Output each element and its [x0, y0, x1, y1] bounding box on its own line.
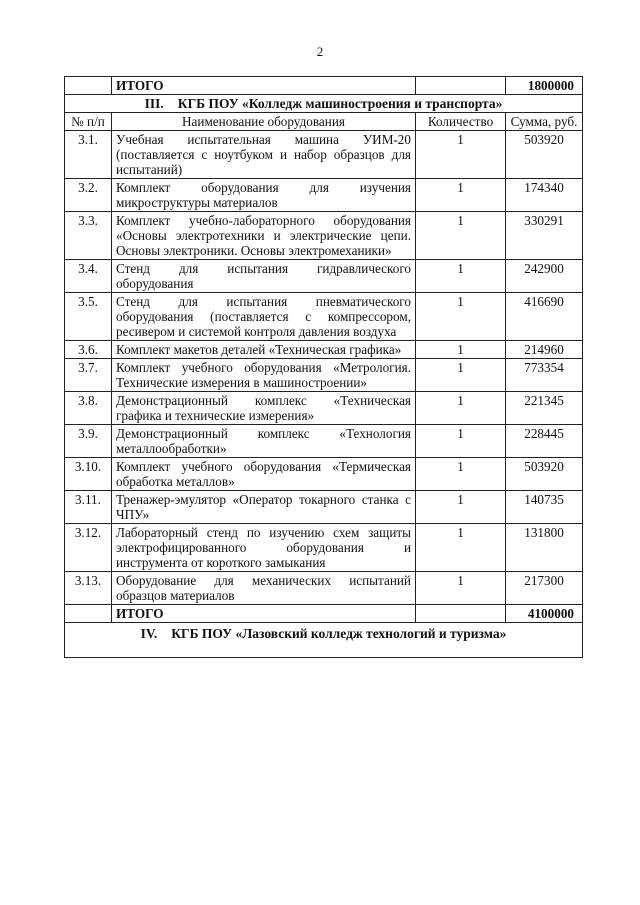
row-name: Демонстрационный комплекс «Технология металлообработки» — [112, 425, 416, 458]
table-row — [65, 425, 583, 458]
row-number: 3.8. — [65, 392, 112, 425]
header-num: № п/п — [65, 113, 112, 131]
table-row — [65, 341, 583, 359]
row-name: Оборудование для механических испытаний образцов материалов — [112, 572, 416, 605]
row-sum: 242900 — [506, 260, 583, 293]
row-number: 3.6. — [65, 341, 112, 359]
section-3-total-row — [65, 605, 583, 623]
section-4-heading — [65, 623, 583, 658]
row-name: Демонстрационный комплекс «Техническая графика и технические измерения» — [112, 392, 416, 425]
row-number: 3.7. — [65, 359, 112, 392]
section-number: IV. — [140, 626, 158, 641]
row-sum: 221345 — [506, 392, 583, 425]
row-sum: 140735 — [506, 491, 583, 524]
section-3-heading — [65, 95, 583, 113]
row-quantity: 1 — [416, 212, 506, 260]
table-row — [65, 359, 583, 392]
row-quantity: 1 — [416, 425, 506, 458]
table-row — [65, 572, 583, 605]
total-label: ИТОГО — [112, 605, 416, 623]
equipment-table — [64, 76, 583, 658]
row-number: 3.3. — [65, 212, 112, 260]
table-row — [65, 392, 583, 425]
row-quantity: 1 — [416, 341, 506, 359]
row-quantity: 1 — [416, 260, 506, 293]
row-sum: 503920 — [506, 131, 583, 179]
row-quantity: 1 — [416, 392, 506, 425]
row-number: 3.1. — [65, 131, 112, 179]
total-label: ИТОГО — [112, 77, 416, 95]
row-number: 3.2. — [65, 179, 112, 212]
row-quantity: 1 — [416, 179, 506, 212]
row-quantity: 1 — [416, 572, 506, 605]
row-name: Стенд для испытания гидравлического оборудования — [112, 260, 416, 293]
header-name: Наименование оборудования — [112, 113, 416, 131]
row-name: Комплект макетов деталей «Техническая графика» — [112, 341, 416, 359]
page-number: 2 — [316, 44, 324, 59]
row-quantity: 1 — [416, 458, 506, 491]
top-total-row — [65, 77, 583, 95]
table-header-row — [65, 113, 583, 131]
row-sum: 503920 — [506, 458, 583, 491]
row-sum: 174340 — [506, 179, 583, 212]
row-number: 3.9. — [65, 425, 112, 458]
row-name: Комплект учебного оборудования «Термическая обработка металлов» — [112, 458, 416, 491]
row-number: 3.4. — [65, 260, 112, 293]
table-row — [65, 260, 583, 293]
row-sum: 131800 — [506, 524, 583, 572]
section-title: КГБ ПОУ «Лазовский колледж технологий и туризма» — [171, 626, 507, 641]
row-number: 3.5. — [65, 293, 112, 341]
row-name: Стенд для испытания пневматического оборудования (поставляется с компрессором, ресивером и системой контроля давления воздуха — [112, 293, 416, 341]
table-row — [65, 293, 583, 341]
total-empty — [65, 605, 112, 623]
row-quantity: 1 — [416, 293, 506, 341]
row-name: Комплект оборудования для изучения микроструктуры материалов — [112, 179, 416, 212]
section-number: III. — [144, 96, 164, 111]
header-qty: Количество — [416, 113, 506, 131]
section-3-heading-row — [65, 95, 583, 113]
row-sum: 330291 — [506, 212, 583, 260]
row-name: Тренажер-эмулятор «Оператор токарного станка с ЧПУ» — [112, 491, 416, 524]
section-title: КГБ ПОУ «Колледж машиностроения и транспорта» — [177, 96, 503, 111]
row-name: Лабораторный стенд по изучению схем защиты электрофицированного оборудования и инструмента от короткого замыкания — [112, 524, 416, 572]
row-name: Учебная испытательная машина УИМ-20 (поставляется с ноутбуком и набор образцов для испытаний) — [112, 131, 416, 179]
section-4-heading-row — [65, 623, 583, 658]
table-row — [65, 458, 583, 491]
total-sum: 4100000 — [506, 605, 583, 623]
row-sum: 217300 — [506, 572, 583, 605]
table-row — [65, 131, 583, 179]
row-sum: 416690 — [506, 293, 583, 341]
row-quantity: 1 — [416, 359, 506, 392]
table-row — [65, 524, 583, 572]
table-row — [65, 491, 583, 524]
table-row — [65, 212, 583, 260]
row-number: 3.10. — [65, 458, 112, 491]
header-sum: Сумма, руб. — [506, 113, 583, 131]
row-number: 3.11. — [65, 491, 112, 524]
table-row — [65, 179, 583, 212]
row-quantity: 1 — [416, 131, 506, 179]
row-sum: 773354 — [506, 359, 583, 392]
row-quantity: 1 — [416, 524, 506, 572]
row-number: 3.12. — [65, 524, 112, 572]
row-name: Комплект учебного оборудования «Метрология. Технические измерения в машиностроении» — [112, 359, 416, 392]
row-number: 3.13. — [65, 572, 112, 605]
row-sum: 214960 — [506, 341, 583, 359]
total-empty — [416, 605, 506, 623]
total-sum: 1800000 — [506, 77, 583, 95]
row-name: Комплект учебно-лабораторного оборудования «Основы электротехники и электрические цепи. Основы электроники. Основы электромеханики» — [112, 212, 416, 260]
row-sum: 228445 — [506, 425, 583, 458]
row-quantity: 1 — [416, 491, 506, 524]
